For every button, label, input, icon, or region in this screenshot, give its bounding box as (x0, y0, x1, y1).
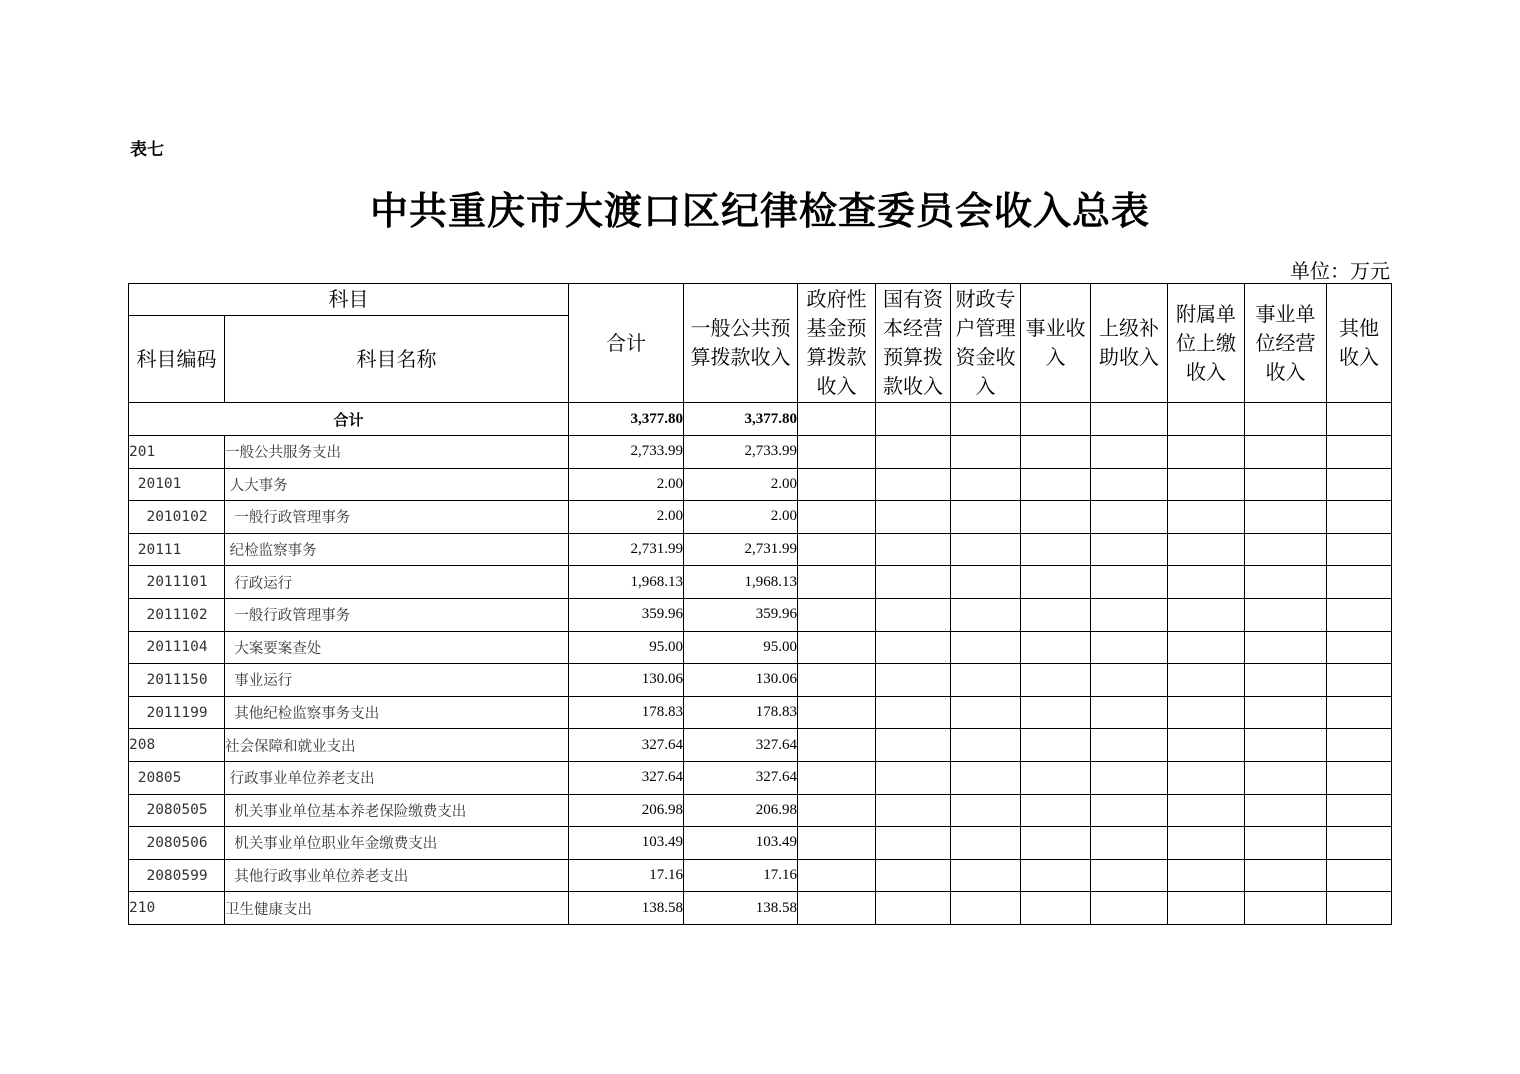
table-row (129, 533, 1392, 566)
empty-cell (798, 729, 876, 762)
subject-name-cell: 机关事业单位基本养老保险缴费支出 (225, 794, 569, 827)
total-general-budget: 3,377.80 (684, 403, 798, 436)
empty-cell (798, 696, 876, 729)
empty-cell (1091, 859, 1168, 892)
empty-cell (1091, 598, 1168, 631)
empty-cell (1021, 598, 1091, 631)
total-cell: 327.64 (569, 761, 684, 794)
subject-name-cell: 一般行政管理事务 (225, 598, 569, 631)
subject-name-cell: 一般行政管理事务 (225, 501, 569, 534)
empty-cell (876, 468, 951, 501)
empty-cell (1168, 403, 1245, 436)
empty-cell (798, 761, 876, 794)
income-summary-table (128, 283, 1392, 925)
table-row (129, 729, 1392, 762)
empty-cell (1245, 598, 1327, 631)
header-business-unit: 事业单 位经营 收入 (1245, 284, 1327, 403)
total-cell: 130.06 (569, 664, 684, 697)
empty-cell (1168, 761, 1245, 794)
empty-cell (876, 631, 951, 664)
empty-cell (1091, 533, 1168, 566)
empty-cell (798, 533, 876, 566)
empty-cell (1021, 664, 1091, 697)
empty-cell (1327, 631, 1392, 664)
empty-cell (798, 403, 876, 436)
empty-cell (1021, 468, 1091, 501)
general-budget-cell: 178.83 (684, 696, 798, 729)
empty-cell (798, 794, 876, 827)
empty-cell (951, 631, 1021, 664)
general-budget-cell: 206.98 (684, 794, 798, 827)
empty-cell (951, 664, 1021, 697)
empty-cell (951, 598, 1021, 631)
empty-cell (1021, 696, 1091, 729)
general-budget-cell: 2.00 (684, 501, 798, 534)
empty-cell (1327, 696, 1392, 729)
total-cell: 206.98 (569, 794, 684, 827)
table-label: 表七 (130, 140, 164, 160)
empty-cell (1245, 827, 1327, 860)
general-budget-cell: 327.64 (684, 729, 798, 762)
empty-cell (1021, 859, 1091, 892)
empty-cell (1245, 859, 1327, 892)
empty-cell (1091, 501, 1168, 534)
empty-cell (1168, 892, 1245, 925)
subject-name-cell: 行政运行 (225, 566, 569, 599)
empty-cell (798, 566, 876, 599)
empty-cell (951, 533, 1021, 566)
empty-cell (876, 403, 951, 436)
subject-code-cell: 208 (129, 729, 225, 762)
subject-name-cell: 事业运行 (225, 664, 569, 697)
empty-cell (1021, 794, 1091, 827)
empty-cell (1021, 533, 1091, 566)
table-row (129, 631, 1392, 664)
empty-cell (798, 436, 876, 469)
empty-cell (1091, 761, 1168, 794)
subject-name-cell: 人大事务 (225, 468, 569, 501)
empty-cell (1327, 436, 1392, 469)
empty-cell (1168, 696, 1245, 729)
empty-cell (1021, 761, 1091, 794)
empty-cell (1327, 598, 1392, 631)
header-subject-code: 科目编码 (129, 316, 225, 403)
subject-code-cell: 2011101 (129, 566, 225, 599)
empty-cell (1168, 631, 1245, 664)
empty-cell (1245, 761, 1327, 794)
empty-cell (951, 501, 1021, 534)
empty-cell (798, 664, 876, 697)
empty-cell (1245, 794, 1327, 827)
general-budget-cell: 2,731.99 (684, 533, 798, 566)
header-superior-subsidy: 上级补 助收入 (1091, 284, 1168, 403)
subject-code-cell: 2011104 (129, 631, 225, 664)
header-affiliated-unit: 附属单 位上缴 收入 (1168, 284, 1245, 403)
general-budget-cell: 130.06 (684, 664, 798, 697)
subject-code-cell: 20805 (129, 761, 225, 794)
empty-cell (876, 598, 951, 631)
empty-cell (1021, 436, 1091, 469)
header-other-income: 其他 收入 (1327, 284, 1392, 403)
table-row (129, 794, 1392, 827)
empty-cell (1091, 631, 1168, 664)
total-cell: 2.00 (569, 501, 684, 534)
general-budget-cell: 95.00 (684, 631, 798, 664)
table-row (129, 696, 1392, 729)
subject-code-cell: 2080505 (129, 794, 225, 827)
empty-cell (876, 794, 951, 827)
empty-cell (876, 436, 951, 469)
empty-cell (1091, 566, 1168, 599)
empty-cell (876, 859, 951, 892)
empty-cell (1245, 729, 1327, 762)
header-state-capital: 国有资 本经营 预算拨 款收入 (876, 284, 951, 403)
empty-cell (1327, 468, 1392, 501)
subject-code-cell: 2011199 (129, 696, 225, 729)
empty-cell (1245, 664, 1327, 697)
empty-cell (951, 696, 1021, 729)
empty-cell (1168, 501, 1245, 534)
empty-cell (1021, 501, 1091, 534)
total-cell: 2,733.99 (569, 436, 684, 469)
general-budget-cell: 327.64 (684, 761, 798, 794)
table-row (129, 598, 1392, 631)
total-cell: 2.00 (569, 468, 684, 501)
empty-cell (1327, 827, 1392, 860)
empty-cell (1021, 892, 1091, 925)
total-cell: 359.96 (569, 598, 684, 631)
empty-cell (951, 468, 1021, 501)
table-row (129, 436, 1392, 469)
empty-cell (1327, 501, 1392, 534)
empty-cell (1091, 794, 1168, 827)
empty-cell (951, 729, 1021, 762)
subject-code-cell: 2011102 (129, 598, 225, 631)
empty-cell (876, 696, 951, 729)
subject-name-cell: 一般公共服务支出 (225, 436, 569, 469)
general-budget-cell: 1,968.13 (684, 566, 798, 599)
empty-cell (1091, 696, 1168, 729)
table-row (129, 859, 1392, 892)
empty-cell (951, 859, 1021, 892)
empty-cell (1091, 403, 1168, 436)
empty-cell (1168, 827, 1245, 860)
empty-cell (1168, 859, 1245, 892)
empty-cell (876, 892, 951, 925)
empty-cell (1245, 696, 1327, 729)
empty-cell (1021, 566, 1091, 599)
empty-cell (1327, 892, 1392, 925)
subject-code-cell: 20101 (129, 468, 225, 501)
general-budget-cell: 17.16 (684, 859, 798, 892)
general-budget-cell: 2.00 (684, 468, 798, 501)
header-special-account: 财政专 户管理 资金收 入 (951, 284, 1021, 403)
subject-name-cell: 社会保障和就业支出 (225, 729, 569, 762)
subject-code-cell: 2010102 (129, 501, 225, 534)
header-business-income: 事业收 入 (1021, 284, 1091, 403)
subject-code-cell: 2080506 (129, 827, 225, 860)
header-general-budget: 一般公共预 算拨款收入 (684, 284, 798, 403)
empty-cell (798, 501, 876, 534)
empty-cell (1245, 436, 1327, 469)
empty-cell (951, 436, 1021, 469)
empty-cell (1245, 501, 1327, 534)
unit-label: 单位：万元 (1290, 259, 1390, 283)
table-row (129, 501, 1392, 534)
subject-name-cell: 行政事业单位养老支出 (225, 761, 569, 794)
general-budget-cell: 359.96 (684, 598, 798, 631)
total-cell: 95.00 (569, 631, 684, 664)
empty-cell (1327, 664, 1392, 697)
subject-name-cell: 其他纪检监察事务支出 (225, 696, 569, 729)
empty-cell (1091, 892, 1168, 925)
subject-code-cell: 210 (129, 892, 225, 925)
subject-name-cell: 大案要案查处 (225, 631, 569, 664)
empty-cell (1245, 533, 1327, 566)
empty-cell (1091, 436, 1168, 469)
empty-cell (1327, 566, 1392, 599)
empty-cell (1168, 566, 1245, 599)
empty-cell (951, 892, 1021, 925)
total-row (129, 403, 1392, 436)
table-row (129, 892, 1392, 925)
table-row (129, 761, 1392, 794)
empty-cell (876, 566, 951, 599)
total-cell: 17.16 (569, 859, 684, 892)
empty-cell (1168, 729, 1245, 762)
empty-cell (951, 403, 1021, 436)
empty-cell (951, 827, 1021, 860)
subject-name-cell: 卫生健康支出 (225, 892, 569, 925)
empty-cell (1327, 533, 1392, 566)
empty-cell (798, 468, 876, 501)
total-cell: 103.49 (569, 827, 684, 860)
empty-cell (1327, 761, 1392, 794)
empty-cell (1245, 403, 1327, 436)
empty-cell (876, 501, 951, 534)
empty-cell (1168, 468, 1245, 501)
subject-code-cell: 2080599 (129, 859, 225, 892)
header-subject-name: 科目名称 (225, 316, 569, 403)
empty-cell (1245, 566, 1327, 599)
table-row (129, 566, 1392, 599)
empty-cell (798, 892, 876, 925)
subject-name-cell: 其他行政事业单位养老支出 (225, 859, 569, 892)
empty-cell (1168, 436, 1245, 469)
subject-code-cell: 2011150 (129, 664, 225, 697)
empty-cell (798, 631, 876, 664)
empty-cell (951, 794, 1021, 827)
empty-cell (1021, 631, 1091, 664)
empty-cell (876, 827, 951, 860)
subject-name-cell: 纪检监察事务 (225, 533, 569, 566)
empty-cell (1021, 827, 1091, 860)
empty-cell (1327, 729, 1392, 762)
empty-cell (1168, 664, 1245, 697)
empty-cell (798, 598, 876, 631)
total-cell: 2,731.99 (569, 533, 684, 566)
subject-code-cell: 20111 (129, 533, 225, 566)
empty-cell (876, 533, 951, 566)
empty-cell (1091, 827, 1168, 860)
empty-cell (1091, 729, 1168, 762)
empty-cell (1168, 794, 1245, 827)
general-budget-cell: 138.58 (684, 892, 798, 925)
subject-name-cell: 机关事业单位职业年金缴费支出 (225, 827, 569, 860)
total-cell: 178.83 (569, 696, 684, 729)
header-gov-fund: 政府性 基金预 算拨款 收入 (798, 284, 876, 403)
empty-cell (1245, 892, 1327, 925)
total-label: 合计 (129, 403, 569, 436)
empty-cell (1327, 794, 1392, 827)
empty-cell (876, 664, 951, 697)
empty-cell (951, 761, 1021, 794)
general-budget-cell: 2,733.99 (684, 436, 798, 469)
empty-cell (798, 827, 876, 860)
table-row (129, 827, 1392, 860)
general-budget-cell: 103.49 (684, 827, 798, 860)
empty-cell (951, 566, 1021, 599)
empty-cell (1021, 729, 1091, 762)
total-cell: 1,968.13 (569, 566, 684, 599)
table-row (129, 664, 1392, 697)
total-cell: 327.64 (569, 729, 684, 762)
empty-cell (1091, 664, 1168, 697)
header-subject: 科目 (129, 284, 569, 316)
empty-cell (1021, 403, 1091, 436)
empty-cell (1245, 468, 1327, 501)
subject-code-cell: 201 (129, 436, 225, 469)
total-amount: 3,377.80 (569, 403, 684, 436)
empty-cell (1091, 468, 1168, 501)
table-row (129, 468, 1392, 501)
empty-cell (876, 729, 951, 762)
empty-cell (1327, 859, 1392, 892)
total-cell: 138.58 (569, 892, 684, 925)
empty-cell (876, 761, 951, 794)
empty-cell (1327, 403, 1392, 436)
empty-cell (1245, 631, 1327, 664)
page-title: 中共重庆市大渡口区纪律检查委员会收入总表 (369, 188, 1150, 233)
header-total: 合计 (569, 284, 684, 403)
empty-cell (1168, 533, 1245, 566)
empty-cell (1168, 598, 1245, 631)
empty-cell (798, 859, 876, 892)
